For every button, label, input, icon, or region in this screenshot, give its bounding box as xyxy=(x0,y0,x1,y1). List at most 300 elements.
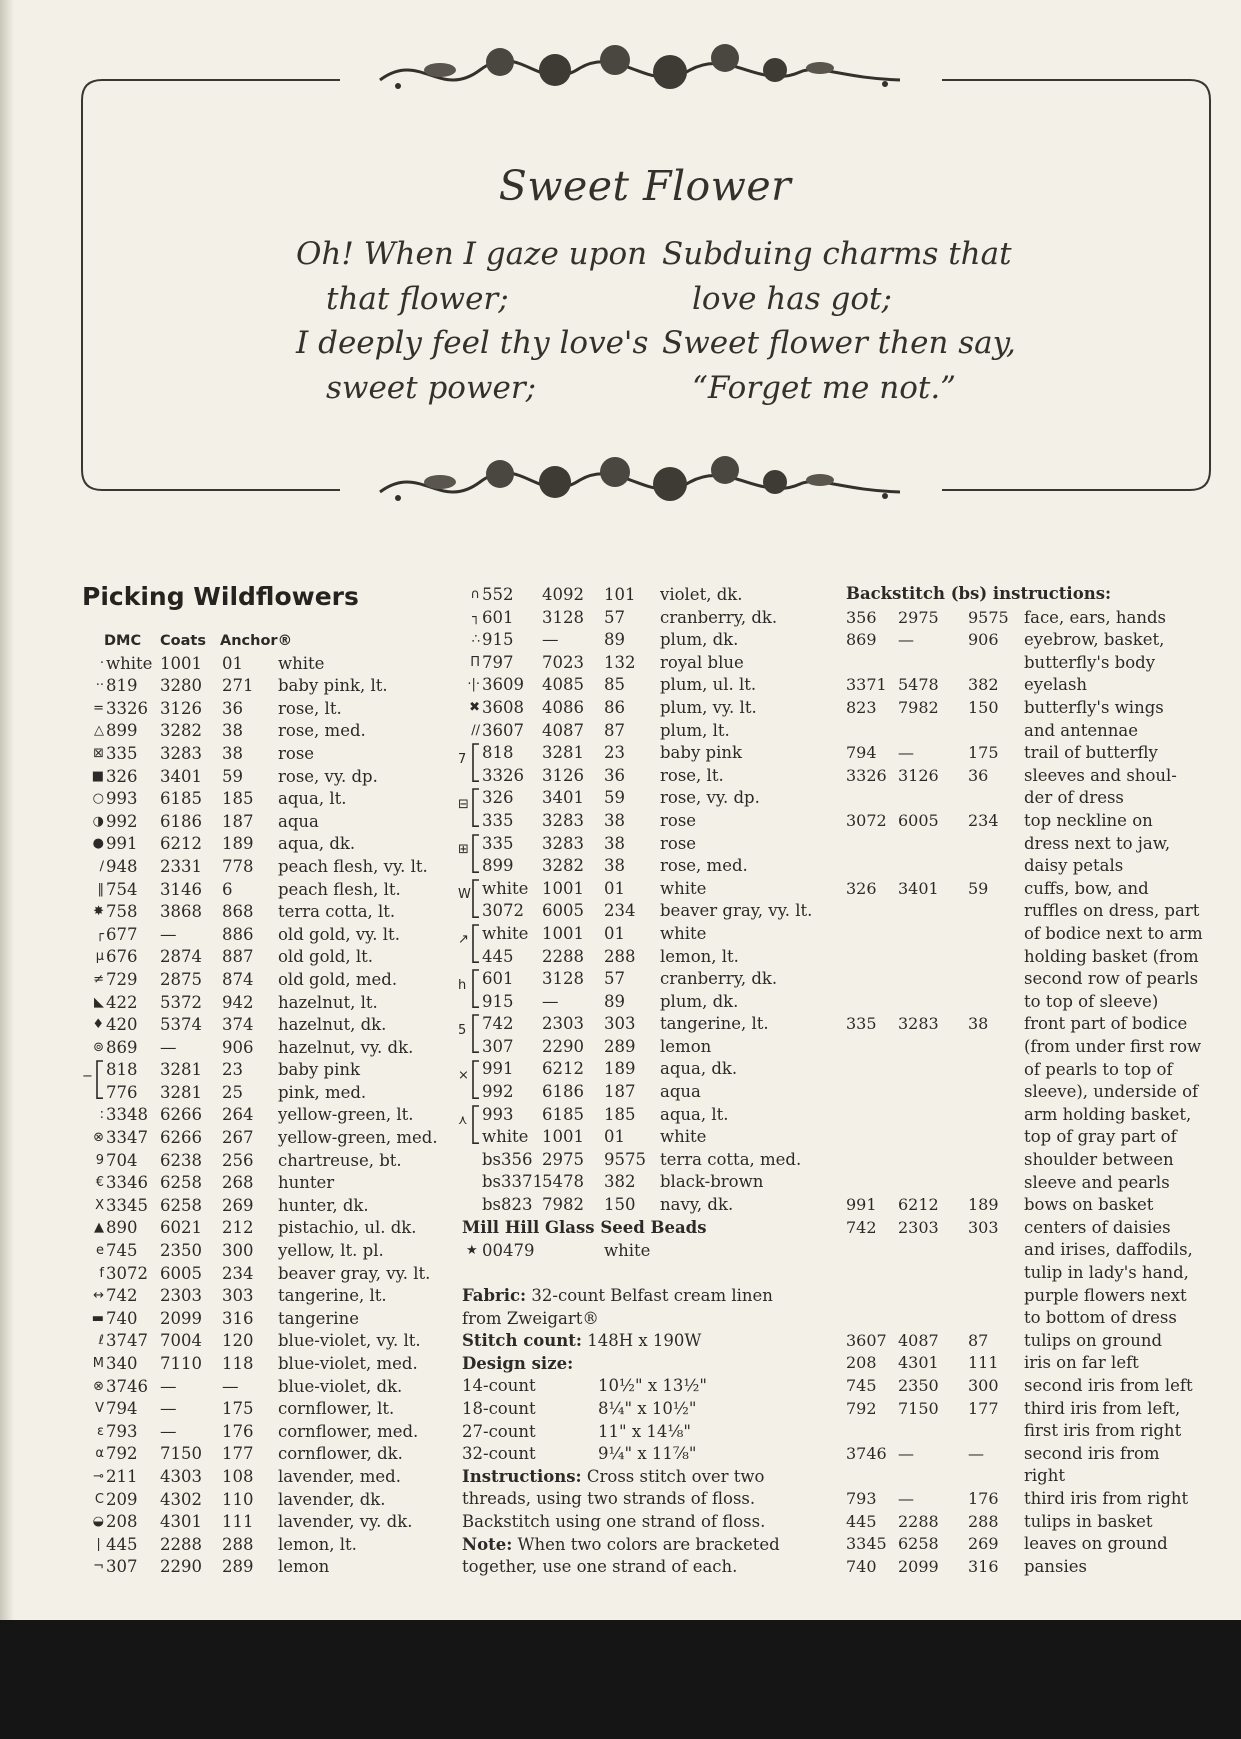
anchor-number: 267 xyxy=(222,1128,254,1148)
color-name: beaver gray, vy. lt. xyxy=(278,1263,431,1283)
color-key-row xyxy=(82,833,462,856)
description-line: tulips in basket xyxy=(1024,1511,1153,1531)
backstitch-entry xyxy=(846,878,1241,1011)
poem-line: “Forget me not.” xyxy=(692,369,957,406)
anchor-number: 150 xyxy=(604,1195,636,1215)
anchor-number: 9575 xyxy=(604,1149,646,1169)
coats-number: 7982 xyxy=(898,697,939,717)
color-key-row xyxy=(82,946,462,969)
dmc-number: 993 xyxy=(106,789,138,809)
dmc-number: 740 xyxy=(846,1556,877,1576)
backstitch-description xyxy=(1024,1375,1193,1398)
backstitch-description xyxy=(1024,742,1158,765)
coats-number: 6186 xyxy=(542,1082,584,1102)
stitch-symbol-icon: ⊞ xyxy=(458,841,469,857)
anchor-number: 59 xyxy=(968,878,989,898)
color-name: plum, dk. xyxy=(660,991,739,1011)
dmc-number: bs356 xyxy=(482,1149,533,1169)
color-name: rose, vy. dp. xyxy=(660,788,760,808)
coats-number: 5372 xyxy=(160,992,202,1012)
backstitch-description xyxy=(1024,607,1166,630)
color-name: baby pink xyxy=(278,1060,360,1080)
dmc-number: 3326 xyxy=(106,698,148,718)
anchor-number: 38 xyxy=(604,833,625,853)
coats-number: 2303 xyxy=(160,1286,202,1306)
dmc-number: 307 xyxy=(106,1557,138,1577)
color-name: beaver gray, vy. lt. xyxy=(660,901,813,921)
stitch-symbol-icon: α xyxy=(95,1446,104,1462)
backstitch-entry xyxy=(846,1194,1241,1217)
floral-vine-ornament-top xyxy=(380,44,900,89)
dmc-number: white xyxy=(482,1127,529,1147)
design-size-row xyxy=(462,1398,780,1421)
design-size-value: 11" x 14⅛" xyxy=(598,1421,691,1441)
stitch-symbol-icon: ‖ xyxy=(97,881,104,897)
anchor-number: 269 xyxy=(968,1534,999,1554)
color-key-row xyxy=(458,765,838,788)
coats-number: — xyxy=(160,1037,177,1057)
color-name: cornflower, med. xyxy=(278,1421,419,1441)
stitch-count-value: 148H x 190W xyxy=(587,1331,702,1351)
floral-vine-ornament-bottom xyxy=(380,456,900,501)
dmc-number: 793 xyxy=(106,1421,138,1441)
color-key-row xyxy=(82,1059,462,1082)
design-size-row xyxy=(462,1421,780,1444)
dmc-number: 823 xyxy=(846,697,877,717)
backstitch-entry xyxy=(846,629,1241,672)
dmc-number: 3607 xyxy=(846,1330,887,1350)
anchor-number: 189 xyxy=(604,1059,636,1079)
anchor-number: 01 xyxy=(604,1127,625,1147)
coats-number: 7150 xyxy=(898,1398,939,1418)
coats-number: 4086 xyxy=(542,697,584,717)
color-key-row xyxy=(458,674,838,697)
anchor-number: 87 xyxy=(604,720,625,740)
stitch-symbol-icon: ↔ xyxy=(93,1288,104,1304)
backstitch-entry xyxy=(846,742,1241,765)
color-name: navy, dk. xyxy=(660,1195,734,1215)
color-key-row xyxy=(458,1081,838,1104)
color-key-column-1 xyxy=(82,630,462,1579)
anchor-number: 256 xyxy=(222,1150,254,1170)
description-line: (from under first row xyxy=(1024,1036,1202,1056)
color-key-row xyxy=(458,584,838,607)
coats-number: 3126 xyxy=(160,698,202,718)
stitch-symbol-icon: ▬ xyxy=(91,1310,104,1326)
anchor-number: 187 xyxy=(604,1082,636,1102)
dmc-number: 899 xyxy=(106,721,138,741)
backstitch-description xyxy=(1024,1398,1181,1443)
anchor-number: 316 xyxy=(222,1308,254,1328)
color-name: lemon, lt. xyxy=(660,946,739,966)
coats-number: — xyxy=(542,991,559,1011)
stitch-symbol-icon: ·|· xyxy=(467,677,480,693)
color-name: hazelnut, vy. dk. xyxy=(278,1037,414,1057)
dmc-number: 992 xyxy=(482,1082,514,1102)
coats-number: 2303 xyxy=(898,1217,939,1237)
color-name: pink, med. xyxy=(278,1082,367,1102)
dmc-number: 869 xyxy=(106,1037,138,1057)
anchor-number: 289 xyxy=(222,1557,254,1577)
anchor-number: 36 xyxy=(604,765,625,785)
dmc-number: 792 xyxy=(106,1444,138,1464)
color-key-row xyxy=(82,1308,462,1331)
dmc-number: 754 xyxy=(106,879,138,899)
color-name: terra cotta, lt. xyxy=(278,902,396,922)
color-key-row xyxy=(458,787,838,810)
coats-number: 6021 xyxy=(160,1218,202,1238)
coats-number: — xyxy=(160,1376,177,1396)
anchor-number: 89 xyxy=(604,630,625,650)
color-key-row xyxy=(82,1263,462,1286)
dmc-number: 307 xyxy=(482,1036,514,1056)
color-key-row xyxy=(82,1082,462,1105)
stitch-symbol-icon: h xyxy=(458,977,467,993)
color-key-row xyxy=(458,946,838,969)
dmc-number: 818 xyxy=(106,1060,138,1080)
coats-number: 2288 xyxy=(898,1511,939,1531)
coats-number: 1001 xyxy=(542,923,584,943)
dmc-number: 991 xyxy=(846,1195,877,1215)
coats-number: — xyxy=(160,924,177,944)
dmc-number: 3072 xyxy=(482,901,524,921)
color-name: white xyxy=(660,923,707,943)
dmc-number: 818 xyxy=(482,743,514,763)
color-key-row xyxy=(82,743,462,766)
stitch-symbol-icon: ε xyxy=(96,1423,104,1439)
coats-number: 4303 xyxy=(160,1466,202,1486)
poem-line: sweet power; xyxy=(326,369,537,406)
anchor-number: 382 xyxy=(968,675,999,695)
anchor-number: 38 xyxy=(222,743,243,763)
anchor-number: 01 xyxy=(604,923,625,943)
backstitch-entry xyxy=(846,697,1241,740)
dmc-number: bs823 xyxy=(482,1195,533,1215)
stitch-count-label: Stitch count: xyxy=(462,1331,582,1351)
coats-number: 1001 xyxy=(160,653,202,673)
dmc-number: 794 xyxy=(106,1399,138,1419)
description-line: eyelash xyxy=(1024,675,1088,695)
color-key-row xyxy=(458,1013,838,1036)
coats-number: 6005 xyxy=(898,810,939,830)
anchor-number: 303 xyxy=(604,1014,636,1034)
coats-number: 2350 xyxy=(898,1375,939,1395)
coats-number: — xyxy=(160,1421,177,1441)
coats-number: 3283 xyxy=(160,743,202,763)
anchor-number: 874 xyxy=(222,969,254,989)
coats-number: 3128 xyxy=(542,607,584,627)
color-name: rose, med. xyxy=(660,856,748,876)
stitch-symbol-icon: ○ xyxy=(92,791,104,807)
anchor-number: 111 xyxy=(968,1353,999,1373)
dmc-number: 3326 xyxy=(482,765,524,785)
bead-number: 00479 xyxy=(482,1240,535,1260)
bracket-icon xyxy=(470,921,480,966)
color-key-row xyxy=(82,1330,462,1353)
backstitch-description xyxy=(1024,878,1203,1014)
stitch-symbol-icon: ⊗ xyxy=(93,1378,104,1394)
stitch-symbol-icon: W xyxy=(458,887,471,903)
anchor-number: 9575 xyxy=(968,607,1009,627)
anchor-number: 120 xyxy=(222,1331,254,1351)
coats-number: 2331 xyxy=(160,856,202,876)
coats-number: 7023 xyxy=(542,652,584,672)
description-line: third iris from left, xyxy=(1024,1398,1181,1418)
color-key-row xyxy=(82,856,462,879)
anchor-number: 176 xyxy=(968,1488,999,1508)
backstitch-entry xyxy=(846,810,1241,876)
anchor-number: 25 xyxy=(222,1082,243,1102)
description-line: pansies xyxy=(1024,1556,1088,1576)
anchor-number: 108 xyxy=(222,1466,254,1486)
stitch-symbol-icon: C xyxy=(94,1491,104,1507)
color-name: black-brown xyxy=(660,1172,764,1192)
color-name: terra cotta, med. xyxy=(660,1149,802,1169)
dmc-number: 993 xyxy=(482,1104,514,1124)
color-key-row xyxy=(82,1037,462,1060)
color-name: plum, ul. lt. xyxy=(660,675,757,695)
anchor-number: 886 xyxy=(222,924,254,944)
dmc-number: 335 xyxy=(482,810,514,830)
anchor-number: 778 xyxy=(222,856,254,876)
coats-number: 2975 xyxy=(542,1149,584,1169)
stitch-symbol-icon: ✖ xyxy=(469,699,480,715)
stitch-symbol-icon: ¬ xyxy=(93,1559,104,1575)
color-key-row xyxy=(458,833,838,856)
backstitch-description xyxy=(1024,674,1087,697)
dmc-number: 3072 xyxy=(106,1263,148,1283)
stitch-symbol-icon: ◒ xyxy=(92,1514,104,1530)
backstitch-title: Backstitch (bs) instructions: xyxy=(846,584,1112,603)
coats-number: 3281 xyxy=(160,1060,202,1080)
anchor-number: 289 xyxy=(604,1036,636,1056)
stitch-symbol-icon: : xyxy=(99,1107,104,1123)
dmc-number: 3371 xyxy=(846,675,887,695)
stitch-symbol-icon: ♦ xyxy=(92,1017,104,1033)
stitch-symbol-icon: ∕∕ xyxy=(471,722,480,738)
dmc-number: 211 xyxy=(106,1466,138,1486)
coats-number: 6185 xyxy=(160,789,202,809)
anchor-number: 382 xyxy=(604,1172,636,1192)
stitch-symbol-icon: 9 xyxy=(95,1152,104,1168)
fabric-label: Fabric: xyxy=(462,1286,527,1305)
poem-line: love has got; xyxy=(692,280,892,317)
anchor-number: 175 xyxy=(222,1399,254,1419)
bracket-icon xyxy=(470,876,480,921)
color-key-row xyxy=(458,878,838,901)
anchor-number: 177 xyxy=(222,1444,254,1464)
color-name: aqua, lt. xyxy=(660,1104,729,1124)
dmc-number: 3348 xyxy=(106,1105,148,1125)
color-key-row xyxy=(82,1556,462,1579)
color-name: lemon, lt. xyxy=(278,1534,357,1554)
coats-number: 5478 xyxy=(898,675,939,695)
color-key-row xyxy=(458,1058,838,1081)
backstitch-description xyxy=(1024,1443,1160,1488)
anchor-number: 185 xyxy=(604,1104,636,1124)
coats-number: 2975 xyxy=(898,607,939,627)
coats-number: 6005 xyxy=(160,1263,202,1283)
coats-number: 4087 xyxy=(542,720,584,740)
description-line: der of dress xyxy=(1024,788,1124,808)
description-line: bows on basket xyxy=(1024,1195,1154,1215)
anchor-number: 303 xyxy=(222,1286,254,1306)
description-line: tulip in lady's hand, xyxy=(1024,1262,1189,1282)
dmc-number: 797 xyxy=(482,652,514,672)
color-name: rose xyxy=(660,810,697,830)
anchor-number: 942 xyxy=(222,992,254,1012)
dmc-number: 335 xyxy=(106,743,138,763)
coats-number: 7982 xyxy=(542,1195,584,1215)
backstitch-description xyxy=(1024,1556,1087,1579)
dmc-number: 340 xyxy=(106,1354,138,1373)
description-line: second iris from left xyxy=(1024,1375,1193,1395)
color-name: aqua, dk. xyxy=(278,834,356,854)
color-name: chartreuse, bt. xyxy=(278,1150,402,1170)
stitch-symbol-icon: V xyxy=(95,1401,104,1417)
color-key-row xyxy=(82,1489,462,1512)
color-name: white xyxy=(660,1127,707,1147)
coats-number: 4092 xyxy=(542,585,584,604)
anchor-number: 212 xyxy=(222,1218,254,1238)
bracket-icon xyxy=(470,740,480,785)
color-name: hazelnut, lt. xyxy=(278,992,378,1012)
description-line: face, ears, hands xyxy=(1024,607,1167,627)
anchor-number: 101 xyxy=(604,585,636,604)
color-name: cornflower, lt. xyxy=(278,1399,395,1419)
color-key-row xyxy=(82,1127,462,1150)
bracket-icon xyxy=(94,1057,104,1102)
backstitch-description xyxy=(1024,1533,1168,1556)
color-key-row xyxy=(82,992,462,1015)
coats-number: 4085 xyxy=(542,675,584,695)
anchor-number: 132 xyxy=(604,652,636,672)
color-name: aqua xyxy=(660,1082,701,1102)
color-name: old gold, lt. xyxy=(278,947,373,967)
dmc-number: 208 xyxy=(846,1353,877,1373)
anchor-number: 288 xyxy=(604,946,636,966)
backstitch-description xyxy=(1024,629,1164,674)
dmc-number: 422 xyxy=(106,992,138,1012)
description-line: sleeve), underside of xyxy=(1024,1082,1199,1102)
dmc-number: 729 xyxy=(106,969,138,989)
coats-number: 1001 xyxy=(542,1127,584,1147)
color-key-row xyxy=(458,1171,838,1194)
dmc-number: 3345 xyxy=(106,1195,148,1215)
coats-number: 6185 xyxy=(542,1104,584,1124)
instructions-label: Instructions: xyxy=(462,1466,582,1486)
dmc-number: 677 xyxy=(106,924,138,944)
color-name: blue-violet, vy. lt. xyxy=(278,1331,421,1351)
backstitch-description xyxy=(1024,810,1170,878)
dmc-number: 3345 xyxy=(846,1534,887,1554)
coats-number: 4301 xyxy=(160,1512,202,1532)
backstitch-entry xyxy=(846,1352,1241,1375)
coats-number: 4087 xyxy=(898,1330,939,1350)
stitch-symbol-icon: M xyxy=(92,1356,104,1371)
description-line: of bodice next to arm xyxy=(1024,923,1203,943)
bracket-icon xyxy=(470,1057,480,1102)
color-key-row xyxy=(82,1466,462,1489)
poem-line: that flower; xyxy=(326,280,509,317)
stitch-symbol-icon: ⊠ xyxy=(93,745,104,761)
description-line: sleeves and shoul- xyxy=(1024,765,1177,785)
description-line: arm holding basket, xyxy=(1024,1104,1192,1124)
coats-number: 6238 xyxy=(160,1150,202,1170)
stitch-symbol-icon: · xyxy=(99,655,104,671)
dmc-number: 420 xyxy=(106,1015,138,1035)
color-key-row xyxy=(82,1172,462,1195)
stitch-symbol-icon: ·· xyxy=(95,678,104,694)
design-size-count: 18-count xyxy=(462,1398,536,1418)
backstitch-entry xyxy=(846,1330,1241,1353)
description-line: cuffs, bow, and xyxy=(1024,878,1149,898)
color-key-row xyxy=(82,811,462,834)
dmc-number: 3072 xyxy=(846,810,887,830)
anchor-number: 36 xyxy=(222,698,243,718)
color-key-row xyxy=(82,1240,462,1263)
description-line: to bottom of dress xyxy=(1024,1308,1177,1328)
color-name: rose xyxy=(660,833,697,853)
color-key-row xyxy=(82,1511,462,1534)
coats-number: 1001 xyxy=(542,878,584,898)
beads-block xyxy=(462,1217,706,1262)
stitch-symbol-icon: ∴ xyxy=(471,632,480,648)
color-key-row xyxy=(458,697,838,720)
coats-number: 3282 xyxy=(160,721,202,741)
color-key-row xyxy=(458,1149,838,1172)
coats-number: — xyxy=(542,630,559,650)
bracket-icon xyxy=(470,785,480,830)
anchor-number: 268 xyxy=(222,1173,254,1193)
design-size-value: 10½" x 13½" xyxy=(598,1376,707,1396)
description-line: first iris from right xyxy=(1024,1421,1182,1441)
fabric-block xyxy=(462,1285,780,1579)
stitch-symbol-icon: ⋏ xyxy=(458,1113,468,1129)
description-line: butterfly's body xyxy=(1024,652,1156,672)
color-name: rose, lt. xyxy=(660,765,724,785)
instructions-line: threads, using two strands of floss. xyxy=(462,1489,756,1509)
color-key-row xyxy=(82,1534,462,1557)
instructions-line: Backstitch using one strand of floss. xyxy=(462,1511,766,1531)
design-size-value: 8¼" x 10½" xyxy=(598,1398,697,1418)
description-line: third iris from right xyxy=(1024,1488,1189,1508)
bracket-icon xyxy=(470,966,480,1011)
description-line: trail of butterfly xyxy=(1024,743,1158,763)
coats-number: — xyxy=(898,743,914,763)
coats-number: 3146 xyxy=(160,879,202,899)
key-header-row xyxy=(82,630,462,653)
anchor-number: — xyxy=(222,1376,239,1396)
coats-number: 6005 xyxy=(542,901,584,921)
dmc-number: 992 xyxy=(106,811,138,831)
color-key-row xyxy=(82,924,462,947)
color-name: violet, dk. xyxy=(660,585,743,604)
poem-line: Sweet flower then say, xyxy=(662,325,1016,361)
dmc-number: 326 xyxy=(846,878,877,898)
backstitch-entry xyxy=(846,1398,1241,1441)
anchor-number: 59 xyxy=(604,788,625,808)
anchor-number: 38 xyxy=(222,721,243,741)
bead-color: white xyxy=(604,1240,651,1260)
color-key-row xyxy=(82,1014,462,1037)
color-name: aqua xyxy=(278,811,319,831)
anchor-number: 86 xyxy=(604,697,625,717)
color-name: tangerine, lt. xyxy=(278,1286,387,1306)
anchor-number: 6 xyxy=(222,879,233,899)
coats-number: 2875 xyxy=(160,969,202,989)
description-line: purple flowers next xyxy=(1024,1285,1187,1305)
